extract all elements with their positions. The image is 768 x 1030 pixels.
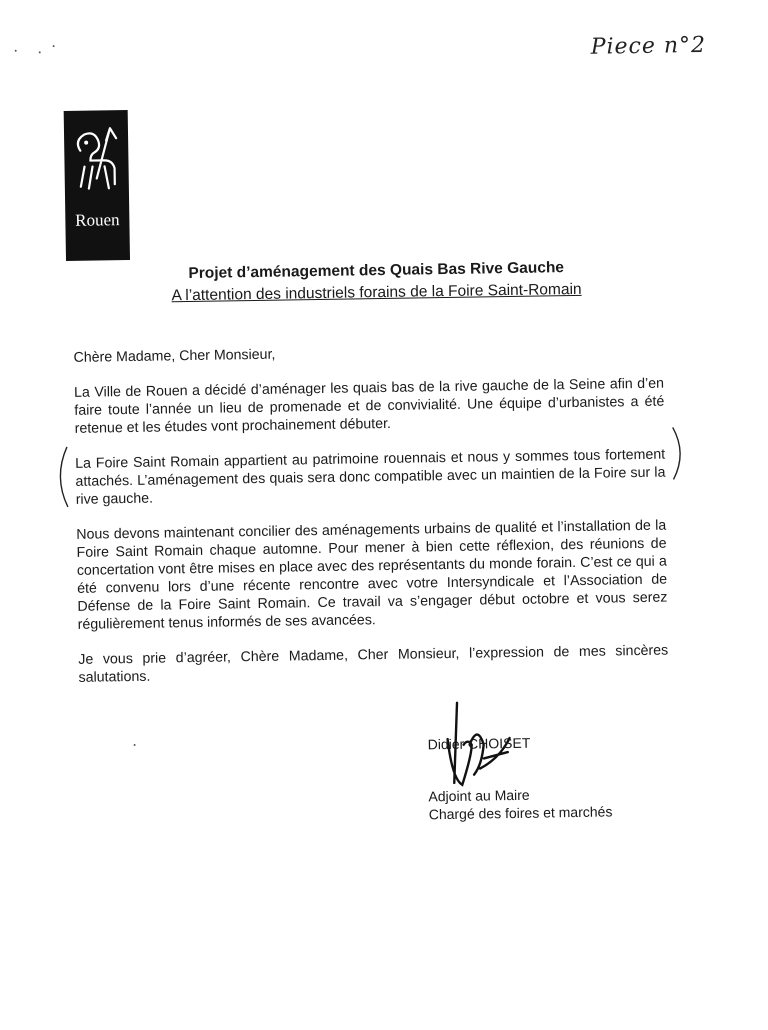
- signatory-role-detail: Chargé des foires et marchés: [428, 803, 613, 823]
- page-subtitle: A l’attention des industriels forains de la Foire Saint-Romain: [171, 280, 582, 305]
- signatory-name: Didier CHOISET: [427, 734, 531, 753]
- heading: [116, 258, 637, 306]
- rouen-logo: [64, 110, 130, 261]
- page-title: Projet d’aménagement des Quais Bas Rive Gauche: [188, 259, 565, 283]
- handwritten-note: Piece n°2: [590, 32, 707, 60]
- paragraph-1: La Ville de Rouen a décidé d’aménager les quais bas de la rive gauche de la Seine afin d’en faire toute l’année un lieu de promenade et de convivialité. Une équipe d’urbanistes a été retenue et les études vont prochainement débuter.: [73, 375, 665, 437]
- paragraph-4: Je vous prie d’agréer, Chère Madame, Cher Monsieur, l’expression de mes sincères salutations.: [78, 642, 669, 686]
- logo-city-name: Rouen: [75, 210, 120, 230]
- paragraph-2: La Foire Saint Romain appartient au patrimoine rouennais et nous y sommes tous fortement attachés. L’aménagement des quais sera donc compatible avec un maintien de la Foire sur la rive gauche.: [75, 446, 666, 508]
- salutation: Chère Madame, Cher Monsieur,: [73, 346, 276, 366]
- signature-block: [428, 732, 613, 823]
- right-bracket-mark: [669, 425, 688, 481]
- lamb-emblem-icon: [70, 122, 123, 203]
- letter-body: [73, 340, 669, 704]
- left-bracket-mark: [53, 445, 72, 509]
- signatory-role: Adjoint au Maire: [428, 786, 530, 805]
- paragraph-3: Nous devons maintenant concilier des aménagements urbains de qualité et l’installation de la Foire Saint Romain chaque automne. Pour mener à bien cette réflexion, des réunions de concertation vont être mises en place avec des représentants du monde forain. C’est ce qui a été convenu lors d’une récente rencontre avec votre Intersyndicale et l’Association de Défense de la Foire Saint Romain. Ce travail va s’engager début octobre et vous serez régulièrement tenus informés de ses avancées.: [76, 517, 668, 633]
